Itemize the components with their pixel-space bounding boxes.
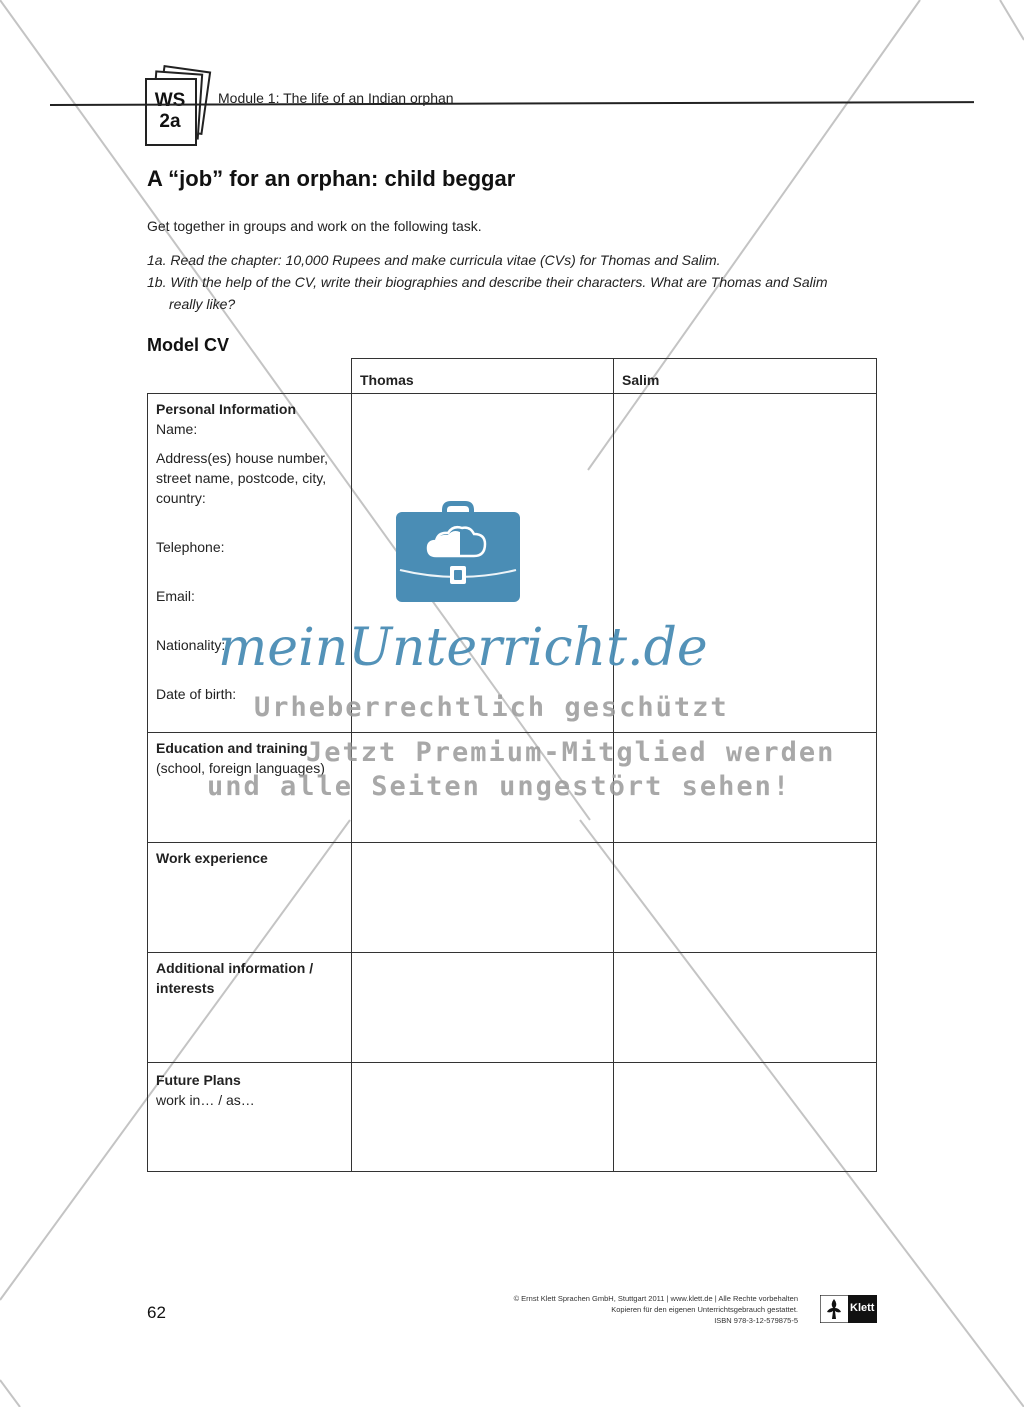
column-header-salim: Salim <box>622 372 660 388</box>
row-title: Future Plans <box>156 1072 241 1088</box>
salim-additional-info-cell[interactable] <box>614 953 876 1062</box>
worksheet-code-line2: 2a <box>159 111 181 132</box>
worksheet-badge <box>145 68 207 144</box>
row-title: Additional information / <box>156 960 314 976</box>
field-label-address-line2: street name, postcode, city, <box>156 470 327 486</box>
footer-line3: ISBN 978-3-12-579875-5 <box>714 1316 798 1325</box>
task-1b-line2: really like? <box>169 296 236 312</box>
salim-work-experience-cell[interactable] <box>614 843 876 952</box>
footer-copyright <box>470 1293 798 1326</box>
field-label-address-line1: Address(es) house number, <box>156 450 328 466</box>
task-1b <box>147 271 887 315</box>
field-label-email: Email: <box>156 588 195 604</box>
task-1a: 1a. Read the chapter: 10,000 Rupees and make curricula vitae (CVs) for Thomas and Salim. <box>147 252 721 268</box>
row-title: Personal Information <box>156 401 297 417</box>
watermark-premium-line: Jetzt Premium-Mitglied werden <box>306 737 836 768</box>
row-subtitle: work in… / as… <box>156 1092 255 1108</box>
row-subtitle: (school, foreign languages) <box>156 760 325 776</box>
thomas-work-experience-cell[interactable] <box>352 843 613 952</box>
watermark-logo: meinUnterricht.de <box>218 618 708 678</box>
watermark-copyright-line: Urheberrechtlich geschützt <box>254 692 729 723</box>
field-label-address-line3: country: <box>156 490 206 506</box>
cv-heading: Model CV <box>147 335 230 355</box>
row-title-cont: interests <box>156 980 215 996</box>
row-title: Education and training <box>156 740 308 756</box>
field-label-nationality: Nationality: <box>156 637 226 653</box>
salim-personal-info-cell[interactable] <box>614 394 876 732</box>
module-title: Module 1: The life of an Indian orphan <box>218 90 454 106</box>
column-header-thomas: Thomas <box>360 372 414 388</box>
worksheet-code-line1: WS <box>154 90 186 111</box>
field-label-date-of-birth: Date of birth: <box>156 686 237 702</box>
row-title: Work experience <box>156 850 268 866</box>
footer-line2: Kopieren für den eigenen Unterrichtsgebrauch gestattet. <box>611 1305 798 1314</box>
page-title: A “job” for an orphan: child beggar <box>147 166 516 191</box>
intro-text: Get together in groups and work on the following task. <box>147 218 482 234</box>
footer-line1: © Ernst Klett Sprachen GmbH, Stuttgart 2011 | www.klett.de | Alle Rechte vorbehalten <box>513 1294 798 1303</box>
briefcase-cloud-icon <box>396 498 520 602</box>
thomas-future-plans-cell[interactable] <box>352 1063 613 1171</box>
worksheet-code <box>147 90 193 132</box>
thomas-additional-info-cell[interactable] <box>352 953 613 1062</box>
field-label-name: Name: <box>156 421 198 437</box>
row-label-additional-information <box>156 958 346 998</box>
task-1b-line1: 1b. With the help of the CV, write their biographies and describe their characters. What are Thomas and Salim <box>147 274 828 290</box>
field-label-telephone: Telephone: <box>156 539 225 555</box>
watermark-unlock-line: und alle Seiten ungestört sehen! <box>207 771 792 802</box>
row-label-work-experience <box>156 848 346 868</box>
page-number: 62 <box>147 1303 166 1322</box>
row-label-future-plans <box>156 1070 346 1110</box>
klett-logo <box>820 1295 877 1323</box>
klett-logo-text: Klett <box>850 1302 875 1314</box>
salim-future-plans-cell[interactable] <box>614 1063 876 1171</box>
